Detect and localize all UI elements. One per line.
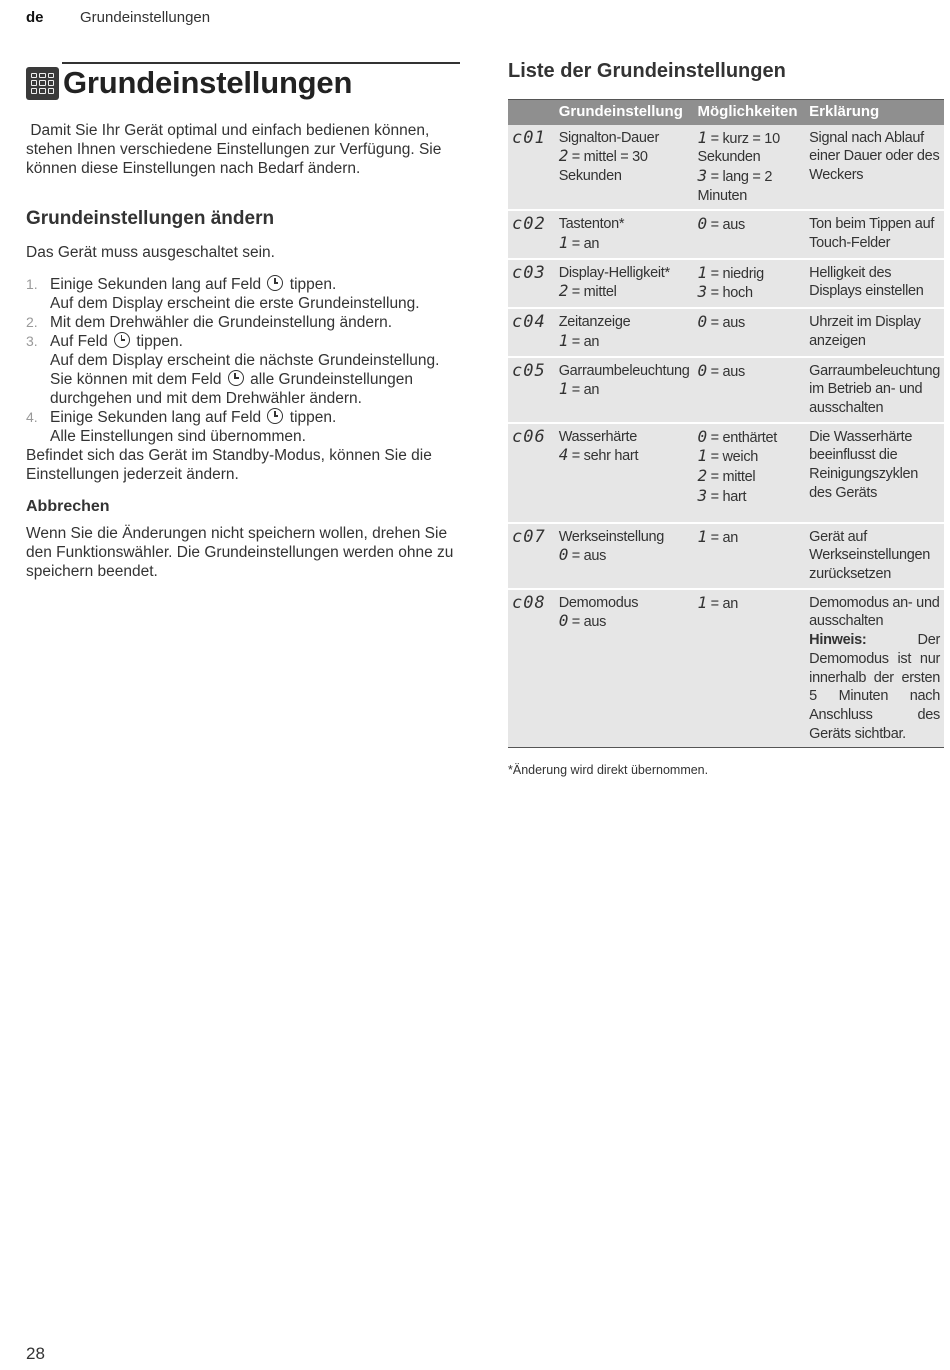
list-item: [26, 408, 460, 446]
setting-code-text: c08: [512, 592, 546, 613]
setting-name-text: = an: [568, 382, 600, 399]
digit-value: 1: [558, 379, 569, 399]
setting-name-line: [559, 147, 690, 185]
setting-name-line: [559, 428, 690, 447]
digit-value: 1: [697, 127, 707, 147]
setting-options: [694, 210, 806, 258]
setting-options-text: = enthärtet: [706, 429, 778, 446]
setting-code-text: c03: [512, 262, 546, 283]
setting-code-text: c07: [512, 526, 546, 547]
digit-value: 0: [697, 360, 707, 380]
digit-value: 3: [697, 282, 707, 302]
digit-value: 0: [558, 611, 569, 631]
column-header: Möglichkeiten: [694, 100, 806, 125]
setting-explanation: [805, 589, 944, 748]
step-detail: Auf dem Display erscheint die nächste Grundeinstellung. Sie können mit dem Feld: [50, 352, 440, 388]
setting-code-text: c02: [512, 214, 546, 235]
step-detail: alle Grundeinstellungen durchgehen und mit dem Drehwähler ändern.: [50, 371, 413, 407]
clock-icon: [228, 370, 244, 386]
setting-options: [694, 589, 806, 748]
change-settings-heading: Grundeinstellungen ändern: [26, 208, 275, 229]
step-text: Einige Sekunden lang auf Feld: [50, 409, 262, 426]
settings-table: [508, 99, 944, 748]
list-item: [26, 275, 460, 313]
table-row: [508, 589, 944, 748]
setting-name-text: = sehr hart: [568, 448, 639, 465]
setting-code: [508, 308, 555, 356]
setting-explanation: [805, 357, 944, 423]
setting-name-text: Werkseinstellung: [558, 528, 665, 545]
left-column: [26, 62, 460, 581]
column-header: Grundeinstellung: [555, 100, 694, 125]
explanation-text: Garraumbeleuchtung im Betrieb an- und ausschalten: [809, 362, 940, 416]
explanation-text: Gerät auf Werkseinstellungen zurücksetzen: [809, 528, 931, 583]
setting-name: [555, 308, 694, 356]
digit-value: 3: [697, 165, 707, 185]
setting-code-text: c05: [512, 360, 546, 381]
setting-options-line: [698, 467, 802, 487]
setting-options-text: = lang = 2 Minuten: [697, 168, 773, 204]
digit-value: 2: [558, 281, 569, 301]
setting-name-line: [559, 594, 690, 613]
explanation-text: Demomodus an- und ausschalten: [809, 594, 940, 630]
digit-value: 0: [558, 545, 569, 565]
digit-value: 1: [558, 330, 569, 350]
setting-options: [694, 308, 806, 356]
hint-note: [809, 631, 940, 743]
setting-name-text: Display-Helligkeit*: [558, 264, 670, 281]
setting-name-text: = aus: [568, 614, 607, 631]
setting-name: [555, 125, 694, 211]
clock-icon: [267, 275, 283, 291]
setting-name-text: = mittel: [568, 284, 617, 301]
step-text: Mit dem Drehwähler die Grundeinstellung ändern.: [50, 314, 393, 331]
explanation-text: Helligkeit des Displays einstellen: [809, 264, 924, 300]
digit-value: 0: [697, 214, 707, 234]
explanation-text: Signal nach Ablauf einer Dauer oder des Weckers: [809, 129, 940, 183]
column-header: [508, 100, 555, 125]
setting-explanation: [805, 423, 944, 523]
digit-value: 0: [697, 426, 707, 446]
setting-code: [508, 259, 555, 308]
digit-value: 1: [697, 592, 707, 612]
setting-name-line: [559, 264, 690, 283]
setting-options-line: [698, 215, 802, 235]
step-number: 4.: [26, 409, 38, 425]
digit-value: 1: [697, 446, 707, 466]
setting-options-text: = hart: [706, 488, 747, 505]
table-row: [508, 125, 944, 211]
setting-options-line: [698, 167, 802, 205]
setting-options-text: = weich: [706, 449, 759, 466]
step-text: Einige Sekunden lang auf Feld: [50, 276, 262, 293]
setting-options-text: = niedrig: [706, 265, 764, 282]
table-row: [508, 523, 944, 589]
setting-name-text: = mittel = 30 Sekunden: [558, 149, 648, 184]
list-item: [26, 332, 460, 408]
digit-value: 0: [697, 312, 707, 332]
setting-options-line: [698, 447, 802, 467]
step-text: tippen.: [136, 333, 183, 350]
setting-name-line: [559, 215, 690, 234]
setting-name: [555, 423, 694, 523]
step-number: 2.: [26, 314, 38, 330]
steps-list: [26, 275, 460, 446]
setting-name-line: [559, 313, 690, 332]
title-row: [26, 65, 460, 101]
setting-name-text: = an: [568, 236, 600, 253]
setting-options-line: [698, 362, 802, 382]
setting-name-line: [559, 380, 690, 400]
setting-name-line: [559, 446, 690, 466]
digit-value: 1: [558, 233, 569, 253]
step-text: Auf Feld: [50, 333, 108, 350]
digit-value: 3: [697, 485, 707, 505]
setting-name-text: = an: [568, 333, 600, 350]
table-row: [508, 423, 944, 523]
setting-name: [555, 259, 694, 308]
setting-code-text: c06: [512, 426, 546, 447]
setting-options: [694, 523, 806, 589]
setting-options-text: = an: [706, 595, 739, 612]
setting-options-line: [698, 313, 802, 333]
step-text: tippen.: [289, 276, 337, 293]
setting-options: [694, 259, 806, 308]
setting-name-text: Wasserhärte: [558, 428, 638, 445]
page-title: Grundeinstellungen: [63, 65, 353, 100]
settings-grid-icon: [26, 67, 59, 100]
setting-explanation: [805, 523, 944, 589]
setting-name-text: Tastenton*: [558, 216, 625, 233]
setting-name-text: Zeitanzeige: [558, 314, 631, 331]
precondition-text: Das Gerät muss ausgeschaltet sein.: [26, 244, 275, 261]
intro-paragraph: [26, 121, 460, 178]
setting-name-text: Demomodus: [558, 594, 639, 611]
step-detail: Alle Einstellungen sind übernommen.: [50, 428, 306, 445]
setting-options-line: [698, 264, 802, 284]
setting-name-line: [559, 129, 690, 148]
standby-note: Befindet sich das Gerät im Standby-Modus, können Sie die Einstellungen jederzeit ändern.: [26, 447, 432, 483]
setting-name-line: [559, 362, 690, 381]
setting-code: [508, 357, 555, 423]
list-item: [26, 313, 460, 332]
column-header: Erklärung: [805, 100, 944, 125]
setting-explanation: [805, 125, 944, 211]
setting-options-line: [698, 594, 802, 614]
setting-options-line: [698, 487, 802, 507]
explanation-text: Ton beim Tippen auf Touch-Felder: [809, 216, 935, 252]
setting-options-line: [698, 428, 802, 448]
setting-name-line: [559, 528, 690, 547]
settings-table-body: [508, 125, 944, 748]
setting-options-text: = kurz = 10 Sekunden: [697, 130, 780, 166]
right-column: [508, 60, 944, 777]
table-row: [508, 308, 944, 356]
setting-name-line: [559, 612, 690, 632]
hint-label: Hinweis:: [809, 632, 867, 649]
setting-options-line: [698, 528, 802, 548]
setting-name: [555, 589, 694, 748]
digit-value: 1: [697, 262, 707, 282]
table-row: [508, 210, 944, 258]
clock-icon: [267, 408, 283, 424]
setting-explanation: [805, 308, 944, 356]
setting-options-text: = aus: [706, 315, 745, 332]
cancel-text: Wenn Sie die Änderungen nicht speichern wollen, drehen Sie den Funktionswähler. Die Grundeinstellungen werden ohne zu speichern beendet.: [26, 525, 454, 580]
cancel-heading: Abbrechen: [26, 498, 110, 515]
setting-explanation: [805, 259, 944, 308]
digit-value: 2: [558, 146, 569, 166]
setting-options-line: [698, 283, 802, 303]
explanation-text: Die Wasserhärte beeinflusst die Reinigungszyklen des Geräts: [809, 428, 919, 501]
footnote: *Änderung wird direkt übernommen.: [508, 763, 709, 778]
setting-name-line: [559, 332, 690, 352]
setting-options-line: [698, 129, 802, 167]
setting-name-line: [559, 546, 690, 566]
setting-name-text: = aus: [568, 548, 607, 565]
setting-name-line: [559, 234, 690, 254]
setting-options-text: = mittel: [706, 469, 756, 486]
setting-name: [555, 357, 694, 423]
setting-options-text: = aus: [706, 363, 745, 380]
hint-text: Der Demomodus ist nur innerhalb der ersten 5 Minuten nach Anschluss des Geräts sichtbar.: [809, 632, 940, 742]
language-code: de: [26, 9, 44, 26]
digit-value: 4: [558, 445, 569, 465]
digit-value: 2: [697, 466, 707, 486]
setting-code: [508, 589, 555, 748]
table-row: [508, 259, 944, 308]
clock-icon: [114, 332, 130, 348]
running-header: Grundeinstellungen: [80, 9, 211, 26]
setting-name-line: [559, 282, 690, 302]
setting-code-text: c01: [512, 127, 546, 148]
step-detail: Auf dem Display erscheint die erste Grundeinstellung.: [50, 295, 420, 312]
setting-name-text: Garraumbeleuchtung: [558, 362, 690, 379]
setting-options: [694, 357, 806, 423]
step-number: 1.: [26, 276, 38, 292]
setting-code: [508, 125, 555, 211]
setting-code: [508, 523, 555, 589]
page-number: 28: [26, 1344, 45, 1363]
setting-options: [694, 125, 806, 211]
setting-code: [508, 423, 555, 523]
table-header-row: [508, 100, 944, 125]
setting-name-text: Signalton-Dauer: [558, 129, 659, 146]
setting-code: [508, 210, 555, 258]
setting-code-text: c04: [512, 312, 546, 333]
setting-options-text: = hoch: [706, 285, 753, 302]
setting-explanation: [805, 210, 944, 258]
setting-options-text: = aus: [706, 217, 745, 234]
setting-options: [694, 423, 806, 523]
digit-value: 1: [697, 526, 707, 546]
step-text: tippen.: [289, 409, 337, 426]
title-rule: [62, 62, 460, 64]
setting-name: [555, 523, 694, 589]
settings-list-heading: Liste der Grundeinstellungen: [508, 60, 786, 82]
intro-text: Damit Sie Ihr Gerät optimal und einfach bedienen können, stehen Ihnen verschiedene Einstellungen zur Verfügung. Sie können diese Einstellungen nach Bedarf ändern.: [26, 122, 442, 177]
explanation-text: Uhrzeit im Display anzeigen: [809, 314, 921, 349]
step-number: 3.: [26, 333, 38, 349]
setting-options-text: = an: [706, 529, 739, 546]
table-row: [508, 357, 944, 423]
setting-name: [555, 210, 694, 258]
